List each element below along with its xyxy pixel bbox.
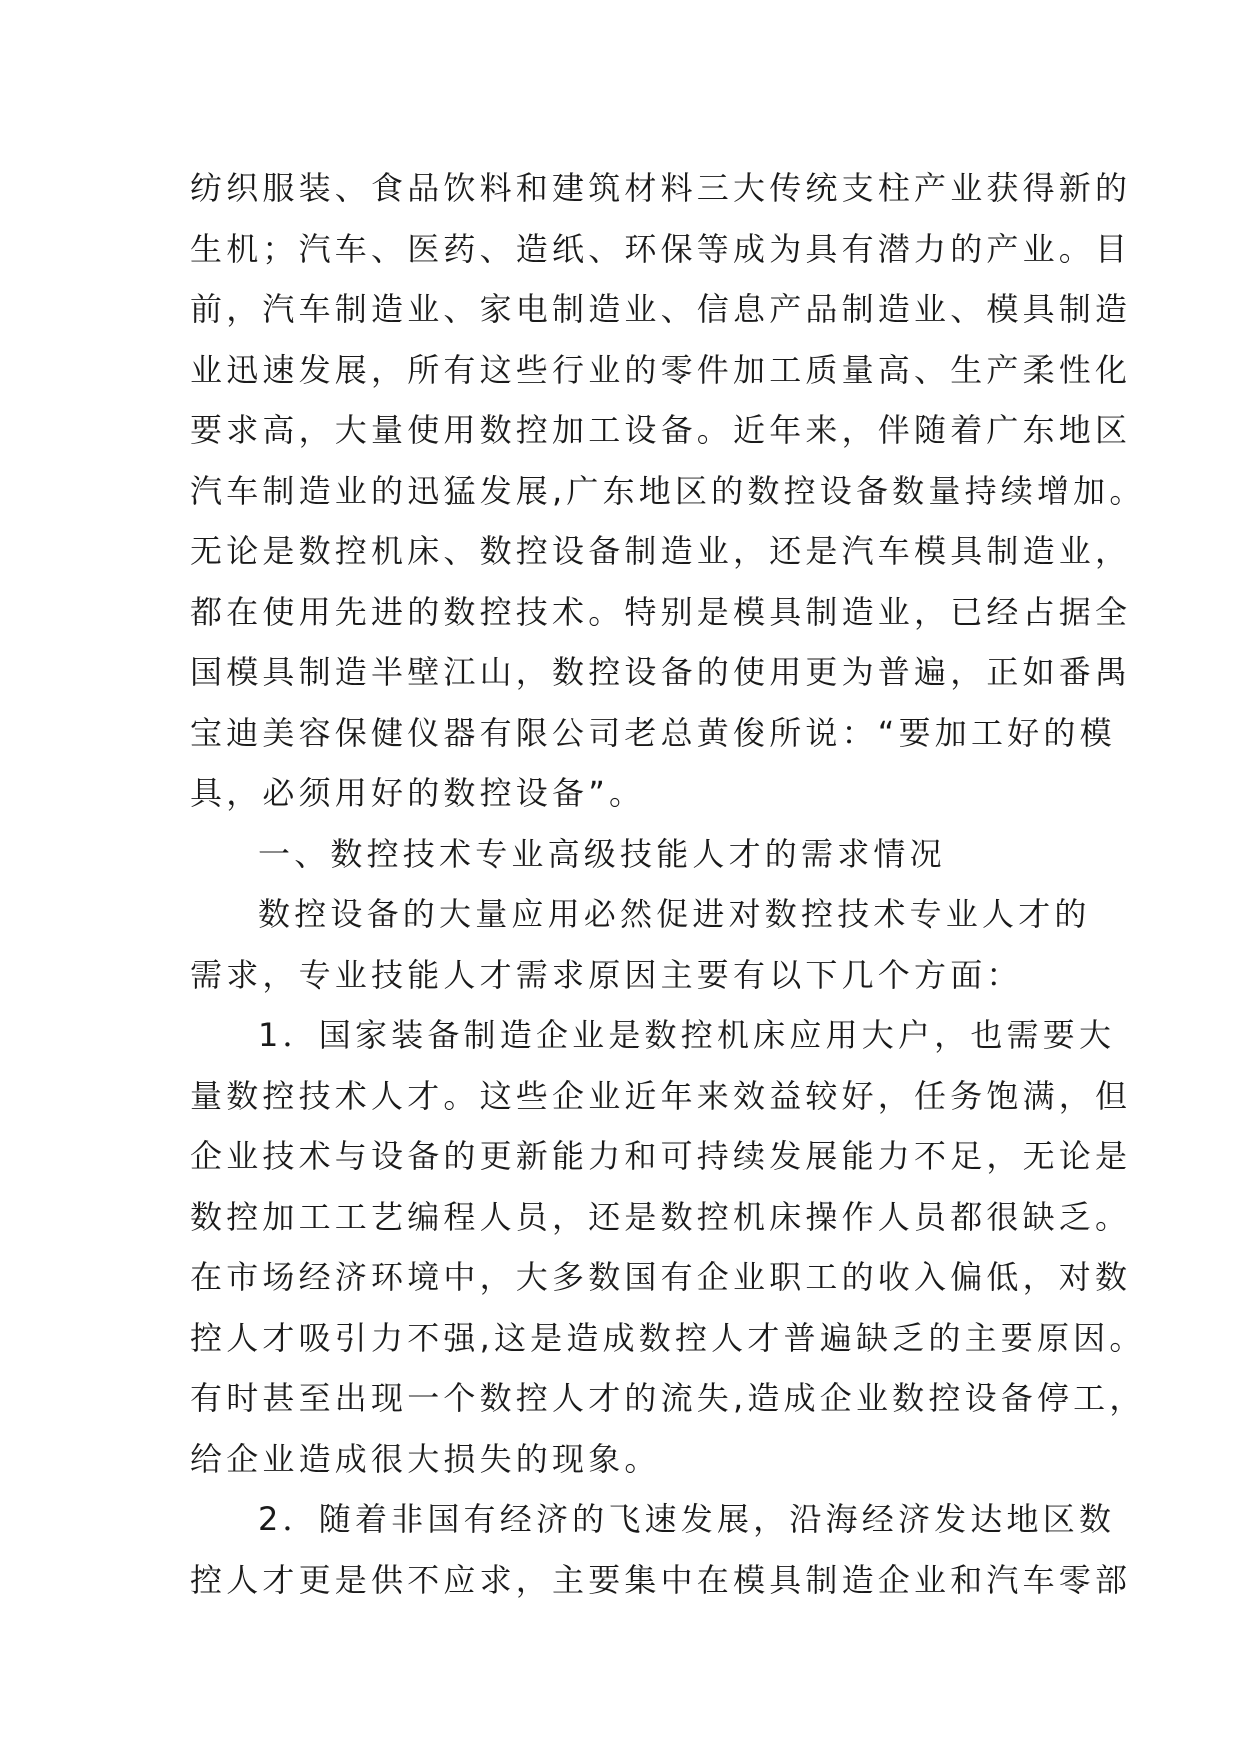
text-line: 生机；汽车、医药、造纸、环保等成为具有潜力的产业。目: [190, 229, 1132, 268]
text-line: 前，汽车制造业、家电制造业、信息产品制造业、模具制造: [190, 290, 1132, 328]
text-line: 宝迪美容保健仪器有限公司老总黄俊所说：“要加工好的模: [190, 713, 1116, 752]
text-line: 都在使用先进的数控技术。特别是模具制造业，已经占据全: [190, 592, 1132, 631]
text-line: 需求，专业技能人才需求原因主要有以下几个方面：: [190, 955, 1023, 994]
text-line: 数控设备的大量应用必然促进对数控技术专业人才的: [258, 895, 1091, 933]
text-line: 给企业造成很大损失的现象。: [190, 1439, 661, 1478]
text-line: 量数控技术人才。这些企业近年来效益较好，任务饱满，但: [190, 1076, 1132, 1115]
text-line: 业迅速发展，所有这些行业的零件加工质量高、生产柔性化: [190, 350, 1132, 389]
body-text: [190, 158, 1146, 1610]
text-line: 企业技术与设备的更新能力和可持续发展能力不足，无论是: [190, 1137, 1132, 1175]
text-line: 1．国家装备制造企业是数控机床应用大户，也需要大: [258, 1016, 1116, 1054]
text-line: 纺织服装、食品饮料和建筑材料三大传统支柱产业获得新的: [190, 169, 1132, 207]
text-line: 控人才更是供不应求，主要集中在模具制造企业和汽车零部: [190, 1560, 1132, 1599]
text-line: 无论是数控机床、数控设备制造业，还是汽车模具制造业，: [190, 532, 1132, 570]
text-line: 控人才吸引力不强,这是造成数控人才普遍缺乏的主要原因。: [190, 1318, 1146, 1357]
text-line: 在市场经济环境中，大多数国有企业职工的收入偏低，对数: [190, 1258, 1132, 1296]
text-line: 汽车制造业的迅猛发展,广东地区的数控设备数量持续增加。: [190, 471, 1146, 510]
text-line: 要求高，大量使用数控加工设备。近年来，伴随着广东地区: [190, 411, 1132, 449]
text-line: 有时甚至出现一个数控人才的流失,造成企业数控设备停工，: [190, 1379, 1146, 1417]
text-line: 国模具制造半壁江山，数控设备的使用更为普遍，正如番禺: [190, 653, 1132, 691]
text-line: 2．随着非国有经济的飞速发展，沿海经济发达地区数: [258, 1500, 1116, 1538]
text-line: 数控加工工艺编程人员，还是数控机床操作人员都很缺乏。: [190, 1197, 1132, 1236]
text-line: 具，必须用好的数控设备”。: [190, 774, 646, 812]
section-heading: 一、数控技术专业高级技能人才的需求情况: [258, 834, 946, 873]
